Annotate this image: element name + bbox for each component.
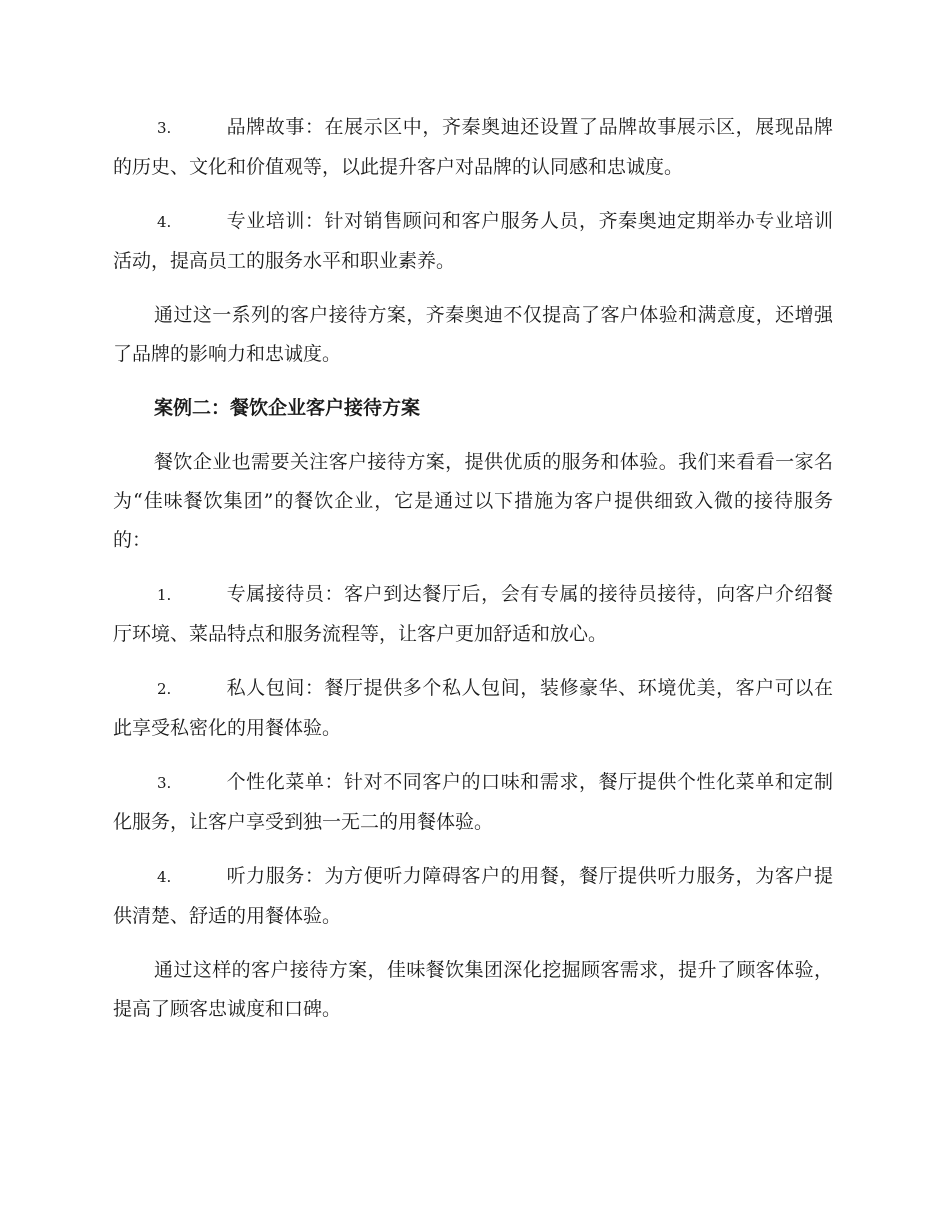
list-item-private-room [113,669,833,748]
list-number: 1. [157,586,172,604]
list-item-dedicated-host [113,575,833,654]
list-item-text: 私人包间：餐厅提供多个私人包间，装修豪华、环境优美，客户可以在此享受私密化的用餐体验。 [113,677,833,739]
list-number: 3. [157,774,172,792]
list-item-text: 专属接待员：客户到达餐厅后，会有专属的接待员接待，向客户介绍餐厅环境、菜品特点和服务流程等，让客户更加舒适和放心。 [113,583,833,645]
list-item-brand-story [113,108,833,187]
list-item-text: 专业培训：针对销售顾问和客户服务人员，齐秦奥迪定期举办专业培训活动，提高员工的服务水平和职业素养。 [113,210,833,272]
intro-paragraph-restaurant: 餐饮企业也需要关注客户接待方案，提供优质的服务和体验。我们来看看一家名为“佳味餐饮集团”的餐饮企业，它是通过以下措施为客户提供细致入微的接待服务的： [113,451,833,551]
list-number: 4. [157,213,172,231]
summary-paragraph-restaurant: 通过这样的客户接待方案，佳味餐饮集团深化挖掘顾客需求，提升了顾客体验，提高了顾客忠诚度和口碑。 [113,959,833,1020]
list-number: 3. [157,119,172,137]
list-number: 2. [157,680,172,698]
list-item-custom-menu [113,763,833,842]
list-item-training [113,202,833,281]
section-heading-case-two: 案例二：餐饮企业客户接待方案 [154,397,421,419]
document-page [113,108,833,1044]
list-item-text: 品牌故事：在展示区中，齐秦奥迪还设置了品牌故事展示区，展现品牌的历史、文化和价值观等，以此提升客户对品牌的认同感和忠诚度。 [113,116,833,178]
list-item-hearing-service [113,857,833,936]
list-item-text: 个性化菜单：针对不同客户的口味和需求，餐厅提供个性化菜单和定制化服务，让客户享受到独一无二的用餐体验。 [113,771,833,833]
list-number: 4. [157,868,172,886]
summary-paragraph-audi: 通过这一系列的客户接待方案，齐秦奥迪不仅提高了客户体验和满意度，还增强了品牌的影响力和忠诚度。 [113,304,833,365]
list-item-text: 听力服务：为方便听力障碍客户的用餐，餐厅提供听力服务，为客户提供清楚、舒适的用餐体验。 [113,865,833,927]
